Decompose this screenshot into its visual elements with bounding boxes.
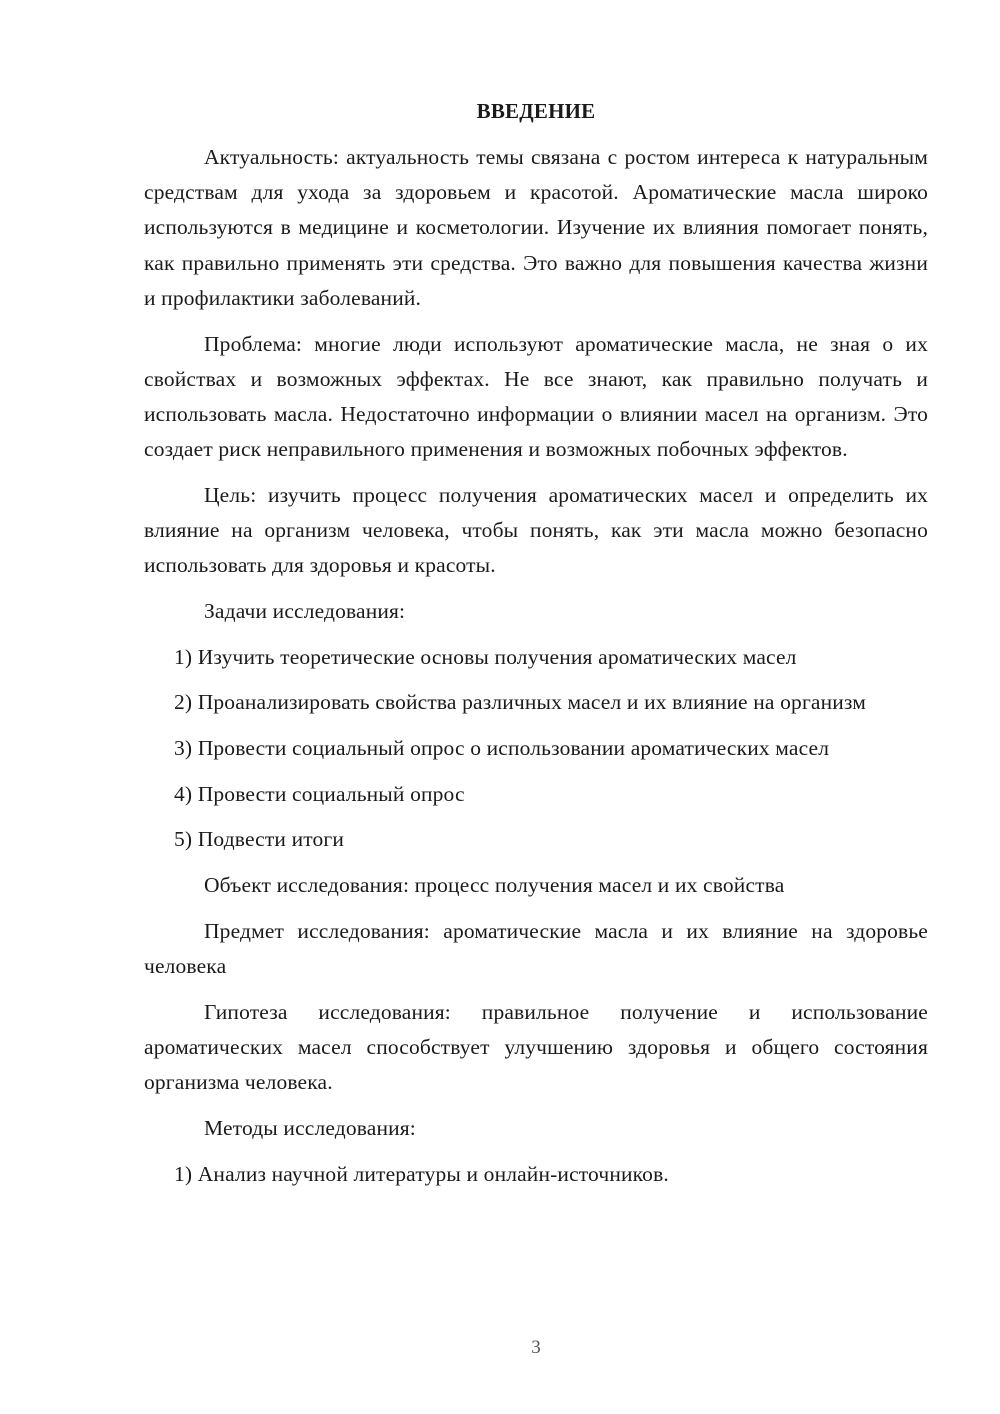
problem-paragraph: Проблема: многие люди используют ароматические масла, не зная о их свойствах и возможных эффектах. Не все знают, как правильно получать и использовать масла. Недостаточно информации о влиянии масел на организм. Это создает риск неправильного применения и возможных побочных эффектов. (144, 331, 928, 462)
section-title: ВВЕДЕНИЕ (476, 99, 596, 123)
relevance-paragraph: Актуальность: актуальность темы связана с ростом интереса к натуральным средствам для ухода за здоровьем и красотой. Ароматические масла широко используются в медицине и косметологии. Изучение их влияния помогает понять, как правильно применять эти средства. Это важно для повышения качества жизни и профилактики заболеваний. (144, 145, 928, 310)
hypothesis-paragraph: Гипотеза исследования: правильное получение и использование ароматических масел способствует улучшению здоровья и общего состояния организма человека. (144, 999, 928, 1095)
task-item: 1) Изучить теоретические основы получения ароматических масел (174, 644, 797, 669)
task-item: 2) Проанализировать свойства различных масел и их влияние на организм (174, 690, 867, 715)
tasks-heading: Задачи исследования: (204, 598, 406, 623)
methods-heading: Методы исследования: (204, 1115, 416, 1140)
task-item: 4) Провести социальный опрос (174, 781, 465, 806)
goal-paragraph: Цель: изучить процесс получения ароматических масел и определить их влияние на организм человека, чтобы понять, как эти масла можно безопасно использовать для здоровья и красоты. (144, 482, 928, 578)
document-page (144, 94, 928, 1202)
page-number: 3 (531, 1337, 541, 1358)
object-paragraph: Объект исследования: процесс получения масел и их свойства (204, 873, 785, 898)
task-item: 5) Подвести итоги (174, 827, 345, 852)
subject-paragraph: Предмет исследования: ароматические масла и их влияние на здоровье человека (144, 918, 928, 979)
task-item: 3) Провести социальный опрос о использовании ароматических масел (174, 736, 830, 761)
method-item: 1) Анализ научной литературы и онлайн-источников. (174, 1161, 669, 1186)
